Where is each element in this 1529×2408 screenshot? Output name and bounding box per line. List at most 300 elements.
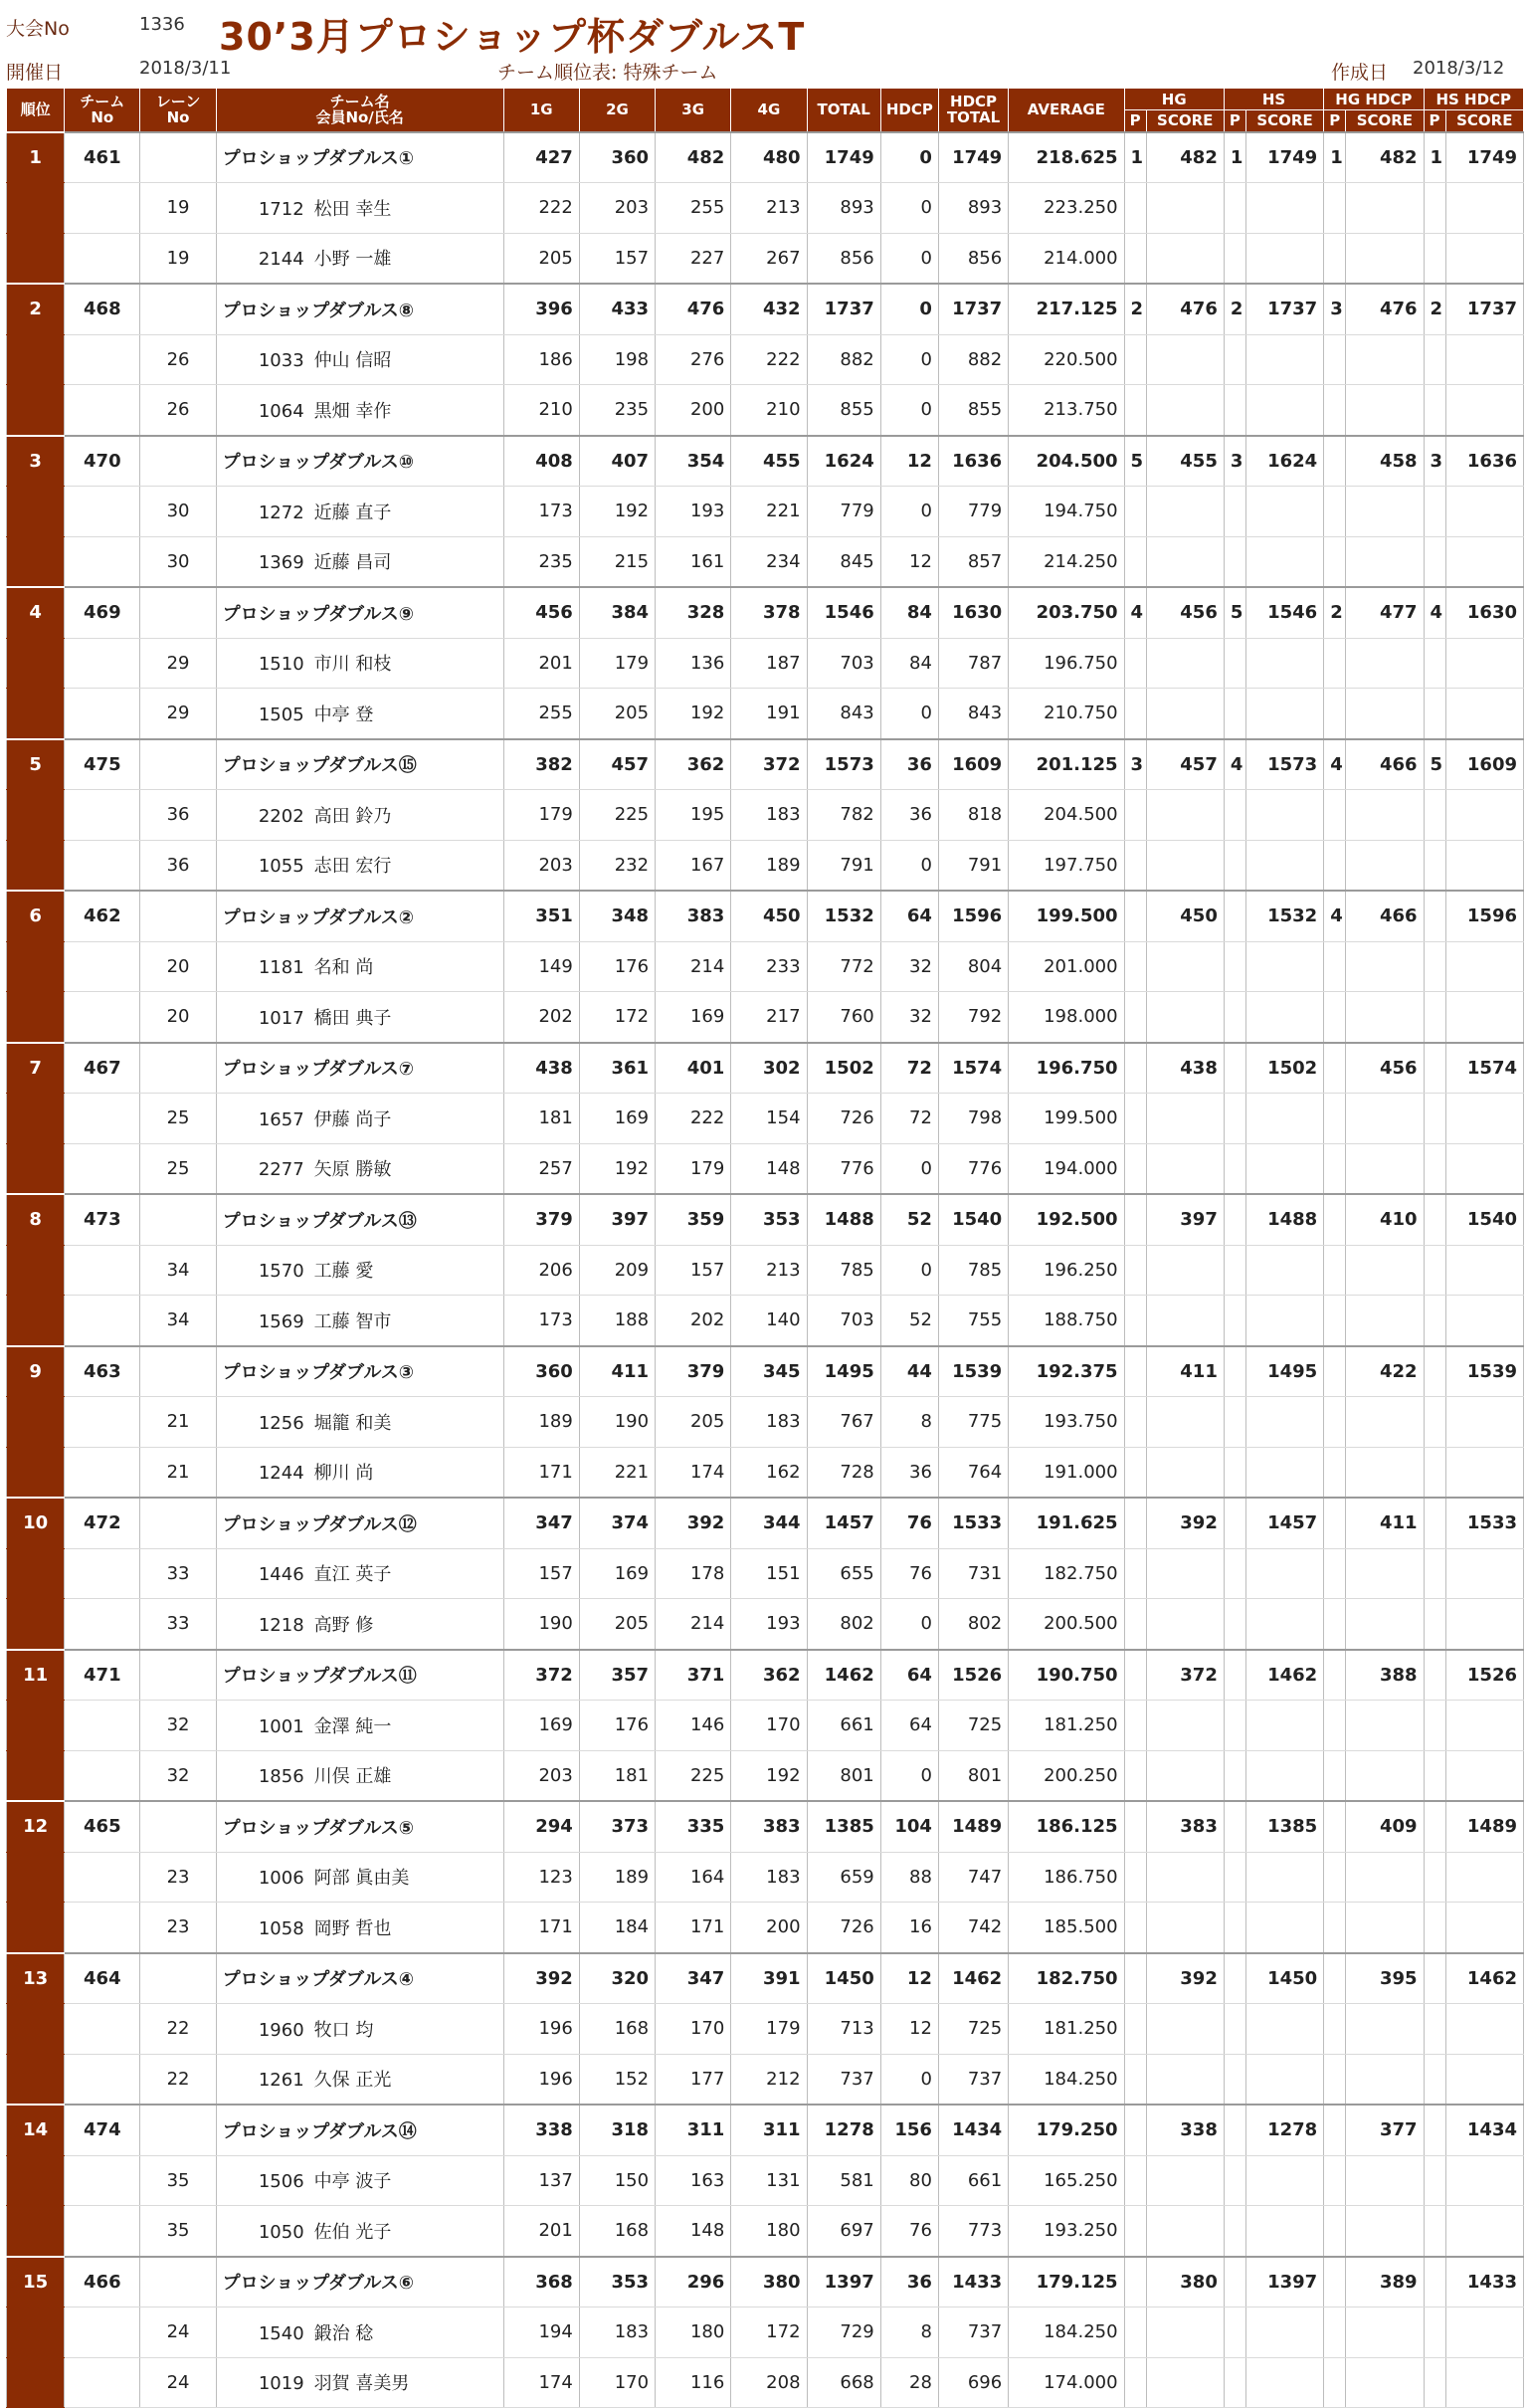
hdcp-total-cell: 661: [938, 2155, 1008, 2206]
team-no-cell: 474: [65, 2105, 140, 2155]
game-3-cell: 362: [656, 739, 731, 790]
game-4-cell: 183: [731, 790, 807, 841]
empty-cell: [1245, 2155, 1323, 2206]
hs-place-cell: [1224, 2257, 1245, 2308]
hg-hdcp-place-cell: [1324, 1953, 1346, 2004]
hdcp-total-cell: 804: [938, 941, 1008, 992]
game-2-cell: 176: [579, 1701, 655, 1751]
rank-cell: [7, 233, 65, 284]
average-cell: 201.125: [1009, 739, 1124, 790]
hs-place-cell: [1224, 1953, 1245, 2004]
rank-cell: [7, 1397, 65, 1448]
member-row: [7, 334, 1524, 385]
team-no-cell: 475: [65, 739, 140, 790]
total-cell: 882: [807, 334, 880, 385]
hs-place-cell: [1224, 1346, 1245, 1397]
rank-cell: [7, 334, 65, 385]
empty-cell: [1224, 2054, 1245, 2105]
game-2-cell: 150: [579, 2155, 655, 2206]
lane-cell: [140, 1346, 216, 1397]
empty-cell: [1124, 2357, 1146, 2408]
hg-score-cell: 338: [1146, 2105, 1224, 2155]
hs-score-cell: 1397: [1245, 2257, 1323, 2308]
member-name: 黒畑 幸作: [313, 400, 392, 422]
empty-cell: [1346, 2308, 1424, 2358]
col-g4: 4G: [731, 89, 807, 132]
game-1-cell: 408: [503, 436, 579, 487]
empty-cell: [1424, 1245, 1445, 1296]
hs-place-cell: 5: [1224, 587, 1245, 638]
game-4-cell: 391: [731, 1953, 807, 2004]
game-1-cell: 257: [503, 1143, 579, 1194]
hg-hdcp-place-cell: [1324, 1346, 1346, 1397]
empty-cell: [1324, 2357, 1346, 2408]
hdcp-cell: 52: [880, 1194, 938, 1245]
hdcp-cell: 80: [880, 2155, 938, 2206]
empty-cell: [1224, 1750, 1245, 1801]
team-row: [7, 284, 1524, 334]
hs-hdcp-place-cell: [1424, 891, 1445, 941]
average-cell: 192.500: [1009, 1194, 1124, 1245]
game-3-cell: 179: [656, 1143, 731, 1194]
hg-place-cell: 3: [1124, 739, 1146, 790]
empty-cell: [1245, 1245, 1323, 1296]
table-header: [7, 89, 1524, 132]
hdcp-cell: 0: [880, 1245, 938, 1296]
average-cell: 214.000: [1009, 233, 1124, 284]
hdcp-cell: 0: [880, 2054, 938, 2105]
total-cell: 1278: [807, 2105, 880, 2155]
member-name: 羽賀 喜美男: [313, 2373, 410, 2395]
member-id: 1261: [258, 2070, 304, 2092]
empty-cell: [1124, 1296, 1146, 1346]
game-2-cell: 192: [579, 487, 655, 537]
hs-place-cell: [1224, 891, 1245, 941]
rank-cell: [7, 840, 65, 891]
member-id: 1272: [258, 502, 304, 523]
empty-cell: [1324, 1447, 1346, 1498]
empty-cell: [1424, 1750, 1445, 1801]
hdcp-total-cell: 791: [938, 840, 1008, 891]
game-1-cell: 173: [503, 487, 579, 537]
empty-cell: [1324, 233, 1346, 284]
team-no-cell: [65, 992, 140, 1043]
game-2-cell: 184: [579, 1903, 655, 1953]
hg-place-cell: [1124, 1650, 1146, 1701]
team-no-cell: [65, 1548, 140, 1599]
rank-cell: [7, 2155, 65, 2206]
member-id: 1244: [258, 1463, 304, 1485]
average-cell: 199.500: [1009, 1094, 1124, 1144]
empty-cell: [1146, 1296, 1224, 1346]
hg-place-cell: 4: [1124, 587, 1146, 638]
average-cell: 196.750: [1009, 1043, 1124, 1094]
empty-cell: [1224, 638, 1245, 689]
average-cell: 186.750: [1009, 1852, 1124, 1903]
col-average: AVERAGE: [1009, 89, 1124, 132]
hdcp-cell: 44: [880, 1346, 938, 1397]
member-id: 1019: [258, 2373, 304, 2395]
hs-score-cell: 1495: [1245, 1346, 1323, 1397]
empty-cell: [1424, 1397, 1445, 1448]
rank-cell: 1: [7, 132, 65, 183]
team-row: [7, 1194, 1524, 1245]
game-1-cell: 196: [503, 2004, 579, 2055]
empty-cell: [1324, 2206, 1346, 2257]
empty-cell: [1424, 2054, 1445, 2105]
empty-cell: [1224, 941, 1245, 992]
member-cell: [216, 790, 503, 841]
member-row: [7, 941, 1524, 992]
empty-cell: [1245, 1397, 1323, 1448]
empty-cell: [1424, 2004, 1445, 2055]
empty-cell: [1245, 536, 1323, 587]
empty-cell: [1224, 2155, 1245, 2206]
game-3-cell: 354: [656, 436, 731, 487]
hs-place-cell: [1224, 1194, 1245, 1245]
empty-cell: [1346, 840, 1424, 891]
rank-cell: [7, 2054, 65, 2105]
empty-cell: [1324, 1094, 1346, 1144]
game-4-cell: 455: [731, 436, 807, 487]
created-label: 作成日: [1331, 62, 1389, 84]
team-no-cell: [65, 1245, 140, 1296]
empty-cell: [1124, 1094, 1146, 1144]
game-1-cell: 438: [503, 1043, 579, 1094]
game-2-cell: 221: [579, 1447, 655, 1498]
game-3-cell: 296: [656, 2257, 731, 2308]
empty-cell: [1445, 2054, 1523, 2105]
game-1-cell: 338: [503, 2105, 579, 2155]
member-row: [7, 2054, 1524, 2105]
average-cell: 196.750: [1009, 638, 1124, 689]
rank-cell: [7, 183, 65, 234]
team-row: [7, 2257, 1524, 2308]
hg-hdcp-place-cell: [1324, 1801, 1346, 1852]
hg-hdcp-score-cell: 389: [1346, 2257, 1424, 2308]
team-no-cell: 472: [65, 1498, 140, 1548]
hg-place-cell: [1124, 1346, 1146, 1397]
empty-cell: [1445, 2155, 1523, 2206]
total-cell: 726: [807, 1094, 880, 1144]
member-id: 1218: [258, 1614, 304, 1636]
team-no-cell: [65, 1852, 140, 1903]
empty-cell: [1346, 385, 1424, 436]
empty-cell: [1224, 334, 1245, 385]
member-row: [7, 689, 1524, 739]
hg-score-cell: 372: [1146, 1650, 1224, 1701]
empty-cell: [1224, 840, 1245, 891]
empty-cell: [1245, 487, 1323, 537]
member-name: 牧口 均: [313, 2019, 374, 2041]
average-cell: 218.625: [1009, 132, 1124, 183]
empty-cell: [1245, 1143, 1323, 1194]
total-cell: 845: [807, 536, 880, 587]
rank-cell: [7, 1245, 65, 1296]
empty-cell: [1124, 1143, 1146, 1194]
hdcp-cell: 76: [880, 2206, 938, 2257]
member-name: 工藤 愛: [313, 1261, 374, 1283]
team-no-cell: [65, 1143, 140, 1194]
rank-cell: 8: [7, 1194, 65, 1245]
game-3-cell: 401: [656, 1043, 731, 1094]
hdcp-total-cell: 747: [938, 1852, 1008, 1903]
empty-cell: [1124, 1245, 1146, 1296]
game-3-cell: 214: [656, 1599, 731, 1650]
total-cell: 1737: [807, 284, 880, 334]
hdcp-cell: 12: [880, 2004, 938, 2055]
empty-cell: [1224, 1852, 1245, 1903]
lane-cell: 34: [140, 1296, 216, 1346]
empty-cell: [1224, 1143, 1245, 1194]
total-cell: 1532: [807, 891, 880, 941]
lane-cell: 29: [140, 689, 216, 739]
empty-cell: [1324, 790, 1346, 841]
game-1-cell: 206: [503, 1245, 579, 1296]
empty-cell: [1124, 790, 1146, 841]
hs-score-cell: 1532: [1245, 891, 1323, 941]
empty-cell: [1424, 638, 1445, 689]
average-cell: 174.000: [1009, 2357, 1124, 2408]
hg-place-cell: [1124, 2105, 1146, 2155]
team-no-cell: [65, 334, 140, 385]
col-g1: 1G: [503, 89, 579, 132]
game-3-cell: 193: [656, 487, 731, 537]
game-3-cell: 371: [656, 1650, 731, 1701]
average-cell: 214.250: [1009, 536, 1124, 587]
hs-hdcp-score-cell: 1609: [1445, 739, 1523, 790]
team-no-cell: 469: [65, 587, 140, 638]
game-3-cell: 164: [656, 1852, 731, 1903]
empty-cell: [1124, 1447, 1146, 1498]
rank-cell: 9: [7, 1346, 65, 1397]
team-no-cell: [65, 536, 140, 587]
game-2-cell: 203: [579, 183, 655, 234]
empty-cell: [1445, 1750, 1523, 1801]
empty-cell: [1324, 689, 1346, 739]
rank-cell: [7, 2004, 65, 2055]
empty-cell: [1124, 2054, 1146, 2105]
empty-cell: [1124, 941, 1146, 992]
empty-cell: [1224, 1397, 1245, 1448]
hg-score-cell: 438: [1146, 1043, 1224, 1094]
member-row: [7, 1094, 1524, 1144]
hg-hdcp-score-cell: 410: [1346, 1194, 1424, 1245]
game-3-cell: 202: [656, 1296, 731, 1346]
team-no-cell: [65, 1701, 140, 1751]
game-4-cell: 200: [731, 1903, 807, 1953]
team-row: [7, 436, 1524, 487]
rank-cell: [7, 1599, 65, 1650]
empty-cell: [1346, 1397, 1424, 1448]
empty-cell: [1445, 536, 1523, 587]
total-cell: 1462: [807, 1650, 880, 1701]
empty-cell: [1445, 1852, 1523, 1903]
empty-cell: [1324, 334, 1346, 385]
empty-cell: [1146, 1903, 1224, 1953]
average-cell: 203.750: [1009, 587, 1124, 638]
team-no-cell: 461: [65, 132, 140, 183]
hdcp-total-cell: 1540: [938, 1194, 1008, 1245]
team-no-cell: 463: [65, 1346, 140, 1397]
total-cell: 713: [807, 2004, 880, 2055]
game-4-cell: 221: [731, 487, 807, 537]
empty-cell: [1324, 536, 1346, 587]
hg-score-cell: 482: [1146, 132, 1224, 183]
game-4-cell: 353: [731, 1194, 807, 1245]
game-1-cell: 382: [503, 739, 579, 790]
game-2-cell: 169: [579, 1548, 655, 1599]
hs-hdcp-place-cell: [1424, 1801, 1445, 1852]
empty-cell: [1445, 790, 1523, 841]
hdcp-cell: 84: [880, 638, 938, 689]
game-4-cell: 213: [731, 183, 807, 234]
empty-cell: [1124, 1852, 1146, 1903]
member-cell: [216, 2308, 503, 2358]
game-3-cell: 255: [656, 183, 731, 234]
team-name-cell: プロショップダブルス⑭: [216, 2105, 503, 2155]
member-row: [7, 638, 1524, 689]
hg-place-cell: [1124, 1801, 1146, 1852]
game-4-cell: 450: [731, 891, 807, 941]
empty-cell: [1346, 1903, 1424, 1953]
team-no-cell: [65, 2357, 140, 2408]
average-cell: 194.000: [1009, 1143, 1124, 1194]
empty-cell: [1124, 385, 1146, 436]
hs-score-cell: 1573: [1245, 739, 1323, 790]
hg-hdcp-place-cell: 1: [1324, 132, 1346, 183]
col-p: P: [1224, 110, 1245, 132]
empty-cell: [1445, 334, 1523, 385]
hs-hdcp-place-cell: [1424, 1043, 1445, 1094]
game-4-cell: 372: [731, 739, 807, 790]
member-row: [7, 2357, 1524, 2408]
team-name-cell: プロショップダブルス④: [216, 1953, 503, 2004]
hs-hdcp-place-cell: [1424, 1346, 1445, 1397]
hdcp-cell: 0: [880, 385, 938, 436]
hg-hdcp-place-cell: [1324, 1498, 1346, 1548]
member-id: 2144: [258, 249, 304, 271]
game-1-cell: 372: [503, 1650, 579, 1701]
hs-hdcp-score-cell: 1630: [1445, 587, 1523, 638]
member-id: 1960: [258, 2019, 304, 2041]
empty-cell: [1346, 487, 1424, 537]
empty-cell: [1424, 2155, 1445, 2206]
member-row: [7, 2155, 1524, 2206]
average-cell: 181.250: [1009, 2004, 1124, 2055]
empty-cell: [1324, 1852, 1346, 1903]
member-cell: [216, 941, 503, 992]
game-4-cell: 170: [731, 1701, 807, 1751]
hg-score-cell: 455: [1146, 436, 1224, 487]
empty-cell: [1445, 1701, 1523, 1751]
rank-cell: [7, 2206, 65, 2257]
rank-cell: [7, 2357, 65, 2408]
member-cell: [216, 1548, 503, 1599]
game-2-cell: 172: [579, 992, 655, 1043]
empty-cell: [1346, 2054, 1424, 2105]
member-name: 直江 英子: [313, 1564, 392, 1586]
empty-cell: [1445, 1296, 1523, 1346]
member-row: [7, 183, 1524, 234]
game-1-cell: 190: [503, 1599, 579, 1650]
average-cell: 185.500: [1009, 1903, 1124, 1953]
hdcp-cell: 64: [880, 1650, 938, 1701]
hg-hdcp-place-cell: [1324, 1650, 1346, 1701]
empty-cell: [1346, 2357, 1424, 2408]
total-cell: 726: [807, 1903, 880, 1953]
lane-cell: 21: [140, 1397, 216, 1448]
game-3-cell: 170: [656, 2004, 731, 2055]
empty-cell: [1245, 1296, 1323, 1346]
average-cell: 191.625: [1009, 1498, 1124, 1548]
empty-cell: [1124, 536, 1146, 587]
hg-hdcp-score-cell: 409: [1346, 1801, 1424, 1852]
total-cell: 785: [807, 1245, 880, 1296]
average-cell: 165.250: [1009, 2155, 1124, 2206]
empty-cell: [1424, 2308, 1445, 2358]
average-cell: 179.125: [1009, 2257, 1124, 2308]
hdcp-total-cell: 773: [938, 2206, 1008, 2257]
member-row: [7, 1852, 1524, 1903]
tournament-no: 1336: [139, 14, 185, 35]
team-no-cell: [65, 840, 140, 891]
team-no-cell: [65, 1599, 140, 1650]
game-3-cell: 146: [656, 1701, 731, 1751]
member-name: 伊藤 尚子: [313, 1108, 392, 1130]
hs-score-cell: 1502: [1245, 1043, 1323, 1094]
empty-cell: [1346, 1750, 1424, 1801]
member-cell: [216, 1701, 503, 1751]
report-header: [0, 0, 1529, 90]
empty-cell: [1146, 1852, 1224, 1903]
empty-cell: [1445, 1245, 1523, 1296]
empty-cell: [1124, 1701, 1146, 1751]
game-1-cell: 201: [503, 638, 579, 689]
empty-cell: [1445, 638, 1523, 689]
empty-cell: [1245, 2357, 1323, 2408]
empty-cell: [1124, 334, 1146, 385]
report-subtitle: チーム順位表: 特殊チーム: [497, 62, 718, 84]
empty-cell: [1146, 1397, 1224, 1448]
col-hs: HS: [1224, 89, 1323, 110]
empty-cell: [1245, 2004, 1323, 2055]
hg-score-cell: 411: [1146, 1346, 1224, 1397]
hdcp-cell: 0: [880, 334, 938, 385]
game-2-cell: 225: [579, 790, 655, 841]
game-4-cell: 212: [731, 2054, 807, 2105]
member-cell: [216, 334, 503, 385]
member-cell: [216, 1094, 503, 1144]
empty-cell: [1245, 1903, 1323, 1953]
hg-hdcp-score-cell: 422: [1346, 1346, 1424, 1397]
empty-cell: [1146, 2206, 1224, 2257]
hdcp-total-cell: 1574: [938, 1043, 1008, 1094]
game-3-cell: 195: [656, 790, 731, 841]
game-3-cell: 174: [656, 1447, 731, 1498]
empty-cell: [1424, 487, 1445, 537]
empty-cell: [1424, 992, 1445, 1043]
total-cell: 1385: [807, 1801, 880, 1852]
empty-cell: [1424, 1852, 1445, 1903]
game-3-cell: 383: [656, 891, 731, 941]
game-3-cell: 177: [656, 2054, 731, 2105]
game-2-cell: 188: [579, 1296, 655, 1346]
empty-cell: [1424, 2357, 1445, 2408]
hs-hdcp-place-cell: [1424, 1498, 1445, 1548]
average-cell: 179.250: [1009, 2105, 1124, 2155]
empty-cell: [1424, 1296, 1445, 1346]
